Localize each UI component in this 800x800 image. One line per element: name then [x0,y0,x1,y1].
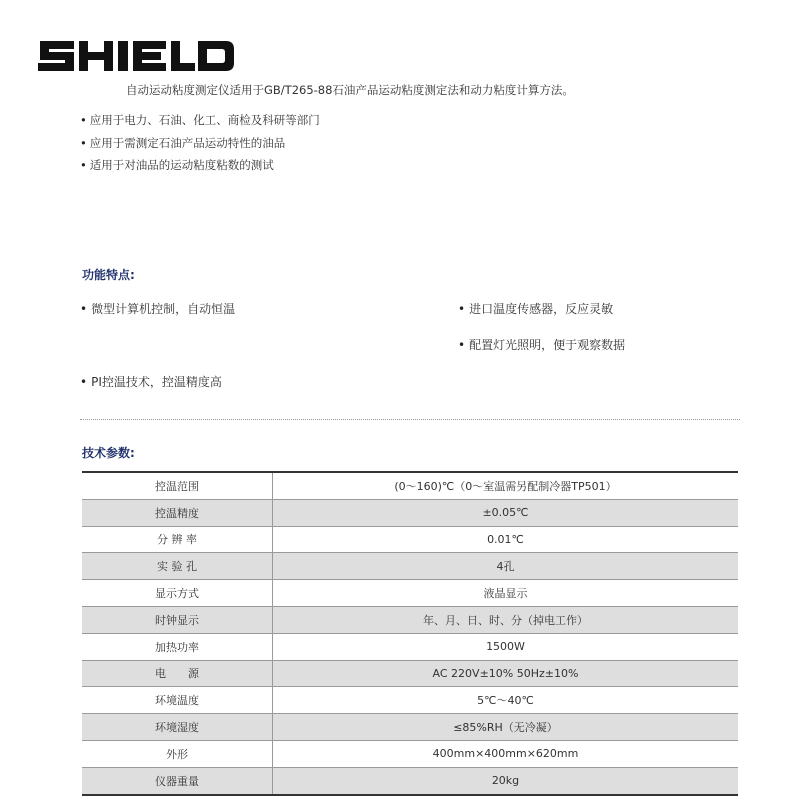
table-row [82,472,738,499]
feature-item: • PI控温技术，控温精度高 [80,373,222,390]
table-row [82,633,738,660]
specs-table [82,471,738,796]
spec-label: 显示方式 [82,580,273,607]
table-row [82,526,738,553]
feature-item: • 微型计算机控制，自动恒温 [80,300,235,317]
table-row [82,580,738,607]
specs-title: 技术参数: [82,446,135,460]
intro-text: 自动运动粘度测定仪适用于GB/T265-88石油产品运动粘度测定法和动力粘度计算方法。 [126,83,574,97]
applications-list [80,109,320,177]
spec-label: 控温精度 [82,499,273,526]
table-row [82,499,738,526]
table-row [82,553,738,580]
list-item: • 应用于需测定石油产品运动特性的油品 [80,132,320,155]
spec-value: 1500W [273,633,739,660]
spec-label: 电 源 [82,660,273,687]
spec-value: 4孔 [273,553,739,580]
table-row [82,687,738,714]
shield-logo [38,38,236,74]
spec-label: 分 辨 率 [82,526,273,553]
spec-label: 时钟显示 [82,606,273,633]
spec-value: 5℃～40℃ [273,687,739,714]
spec-label: 控温范围 [82,472,273,499]
spec-value: 20kg [273,767,739,794]
spec-value: (0～160)℃（0～室温需另配制冷器TP501） [273,472,739,499]
spec-value: 年、月、日、时、分（掉电工作） [273,606,739,633]
spec-label: 环境湿度 [82,714,273,741]
table-row [82,660,738,687]
spec-value: ≤85%RH（无冷凝） [273,714,739,741]
section-divider [80,419,740,420]
spec-label: 加热功率 [82,633,273,660]
feature-item: • 进口温度传感器，反应灵敏 [458,300,613,317]
list-item: • 适用于对油品的运动粘度粘数的测试 [80,154,320,177]
list-item: • 应用于电力、石油、化工、商检及科研等部门 [80,109,320,132]
features-title: 功能特点: [82,268,135,282]
spec-label: 外形 [82,740,273,767]
spec-value: AC 220V±10% 50Hz±10% [273,660,739,687]
spec-label: 仪器重量 [82,767,273,794]
spec-value: 400mm×400mm×620mm [273,740,739,767]
table-row [82,767,738,794]
feature-item: • 配置灯光照明，便于观察数据 [458,336,625,353]
table-row [82,714,738,741]
table-row [82,740,738,767]
shield-logo-graphic [38,38,236,74]
spec-value: 液晶显示 [273,580,739,607]
spec-label: 环境温度 [82,687,273,714]
spec-label: 实 验 孔 [82,553,273,580]
spec-value: ±0.05℃ [273,499,739,526]
spec-value: 0.01℃ [273,526,739,553]
table-row [82,606,738,633]
